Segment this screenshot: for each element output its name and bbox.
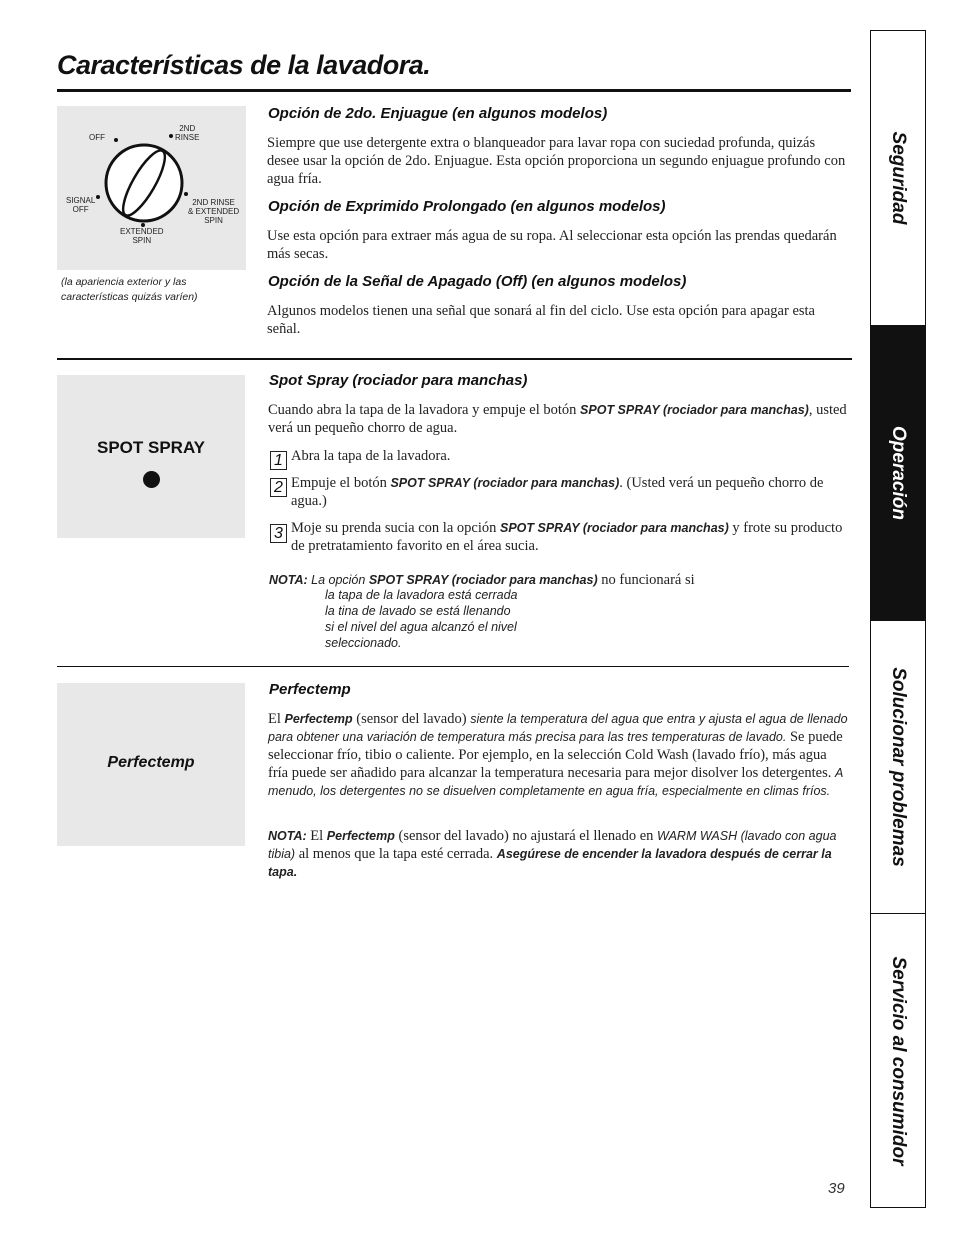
text-extended-spin: Use esta opción para extraer más agua de su ropa. Al seleccionar esta opción las prendas quedarán más secas. xyxy=(267,228,837,262)
spot-spray-panel xyxy=(57,375,245,538)
dial-knob-icon xyxy=(57,106,246,270)
perfectemp-label: Perfectemp xyxy=(107,754,195,771)
step-number: 2 xyxy=(270,478,287,497)
dial-caption: (la apariencia exterior y las características quizás varíen) xyxy=(61,276,198,303)
section-divider xyxy=(57,358,852,360)
sidebar-nav xyxy=(870,30,926,1208)
spot-spray-label: SPOT SPRAY xyxy=(96,438,206,457)
spot-spray-note: NOTA: La opción SPOT SPRAY (rociador para manchas) no funcionará si xyxy=(269,572,695,588)
dial-panel xyxy=(57,106,246,270)
text-perfectemp: El Perfectemp (sensor del lavado) siente la temperatura del agua que entra y ajusta el agua de llenado para obtener una variación de temperatura más precisa para las tres temperaturas de lavado. Se puede seleccionar frío, tibio o caliente. Por ejemplo, en la selección Cold Wash (lavado frío), más agua fría puede ser añadido para alcanzar la temperatura necesaria para mejor disolver los detergentes. A menudo, los detergentes no se disuelven completamente en agua fría, especialmente en climas fríos. xyxy=(268,711,848,798)
sidebar-tab-label: Seguridad xyxy=(888,131,909,225)
step-number: 1 xyxy=(270,451,287,470)
spot-spray-button[interactable] xyxy=(143,471,160,488)
heading-signal-off: Opción de la Señal de Apagado (Off) (en algunos modelos) xyxy=(268,273,687,290)
sidebar-tab-solucionar-problemas[interactable] xyxy=(871,621,925,913)
heading-perfectemp: Perfectemp xyxy=(269,681,351,698)
sidebar-tab-label: Solucionar problemas xyxy=(888,667,909,867)
sidebar-tab-operacion[interactable] xyxy=(871,325,925,621)
section-divider xyxy=(57,666,849,667)
text-spot-spray-intro: Cuando abra la tapa de la lavadora y empuje el botón SPOT SPRAY (rociador para manchas), usted verá un pequeño chorro de agua. xyxy=(268,402,847,436)
perfectemp-panel xyxy=(57,683,245,846)
dial-label-rinse-spin: 2ND RINSE & EXTENDED SPIN xyxy=(188,198,240,225)
spot-spray-note-item: la tapa de la lavadora está cerrada xyxy=(325,588,518,602)
spot-spray-note-item: seleccionado. xyxy=(325,636,402,650)
sidebar-tab-label: Servicio al consumidor xyxy=(888,955,909,1166)
spot-spray-note-item: la tina de lavado se está llenando xyxy=(325,604,511,618)
step-number: 3 xyxy=(270,524,287,543)
spot-spray-note-item: si el nivel del agua alcanzó el nivel xyxy=(325,620,517,634)
sidebar-tab-seguridad[interactable] xyxy=(871,31,925,325)
page-number: 39 xyxy=(828,1180,845,1197)
sidebar-tab-servicio-al-consumidor[interactable] xyxy=(871,914,925,1207)
perfectemp-note: NOTA: El Perfectemp (sensor del lavado) no ajustará el llenado en WARM WASH (lavado con agua tibia) al menos que la tapa esté cerrada. Asegúrese de encender la lavadora después de cerrar la tapa. xyxy=(268,828,837,879)
dial-label-signal-off: SIGNAL OFF xyxy=(66,196,96,214)
text-2nd-rinse: Siempre que use detergente extra o blanqueador para lavar ropa con suciedad profunda, quizás desee usar la opción de 2do. Enjuague. Esta opción proporciona un segundo enjuague profundo con agua fría. xyxy=(267,135,846,187)
dial-label-off: OFF xyxy=(89,133,105,142)
heading-extended-spin: Opción de Exprimido Prolongado (en algunos modelos) xyxy=(268,198,666,215)
step-text: Abra la tapa de la lavadora. xyxy=(291,448,451,464)
step-text: Moje su prenda sucia con la opción SPOT SPRAY (rociador para manchas) y frote su producto de pretratamiento favorito en el área sucia. xyxy=(291,520,843,554)
dial-label-2nd-rinse: 2ND RINSE xyxy=(175,124,200,142)
heading-spot-spray: Spot Spray (rociador para manchas) xyxy=(269,372,528,389)
text-signal-off: Algunos modelos tienen una señal que sonará al fin del ciclo. Use esta opción para apagar esta señal. xyxy=(267,303,815,337)
heading-2nd-rinse: Opción de 2do. Enjuague (en algunos modelos) xyxy=(268,105,608,122)
sidebar-tab-label: Operación xyxy=(888,426,909,520)
step-text: Empuje el botón SPOT SPRAY (rociador para manchas). (Usted verá un pequeño chorro de agua.) xyxy=(291,475,824,509)
page-title: Características de la lavadora. xyxy=(57,50,431,80)
title-rule xyxy=(57,89,851,92)
dial-label-extended-spin: EXTENDED SPIN xyxy=(120,227,164,245)
